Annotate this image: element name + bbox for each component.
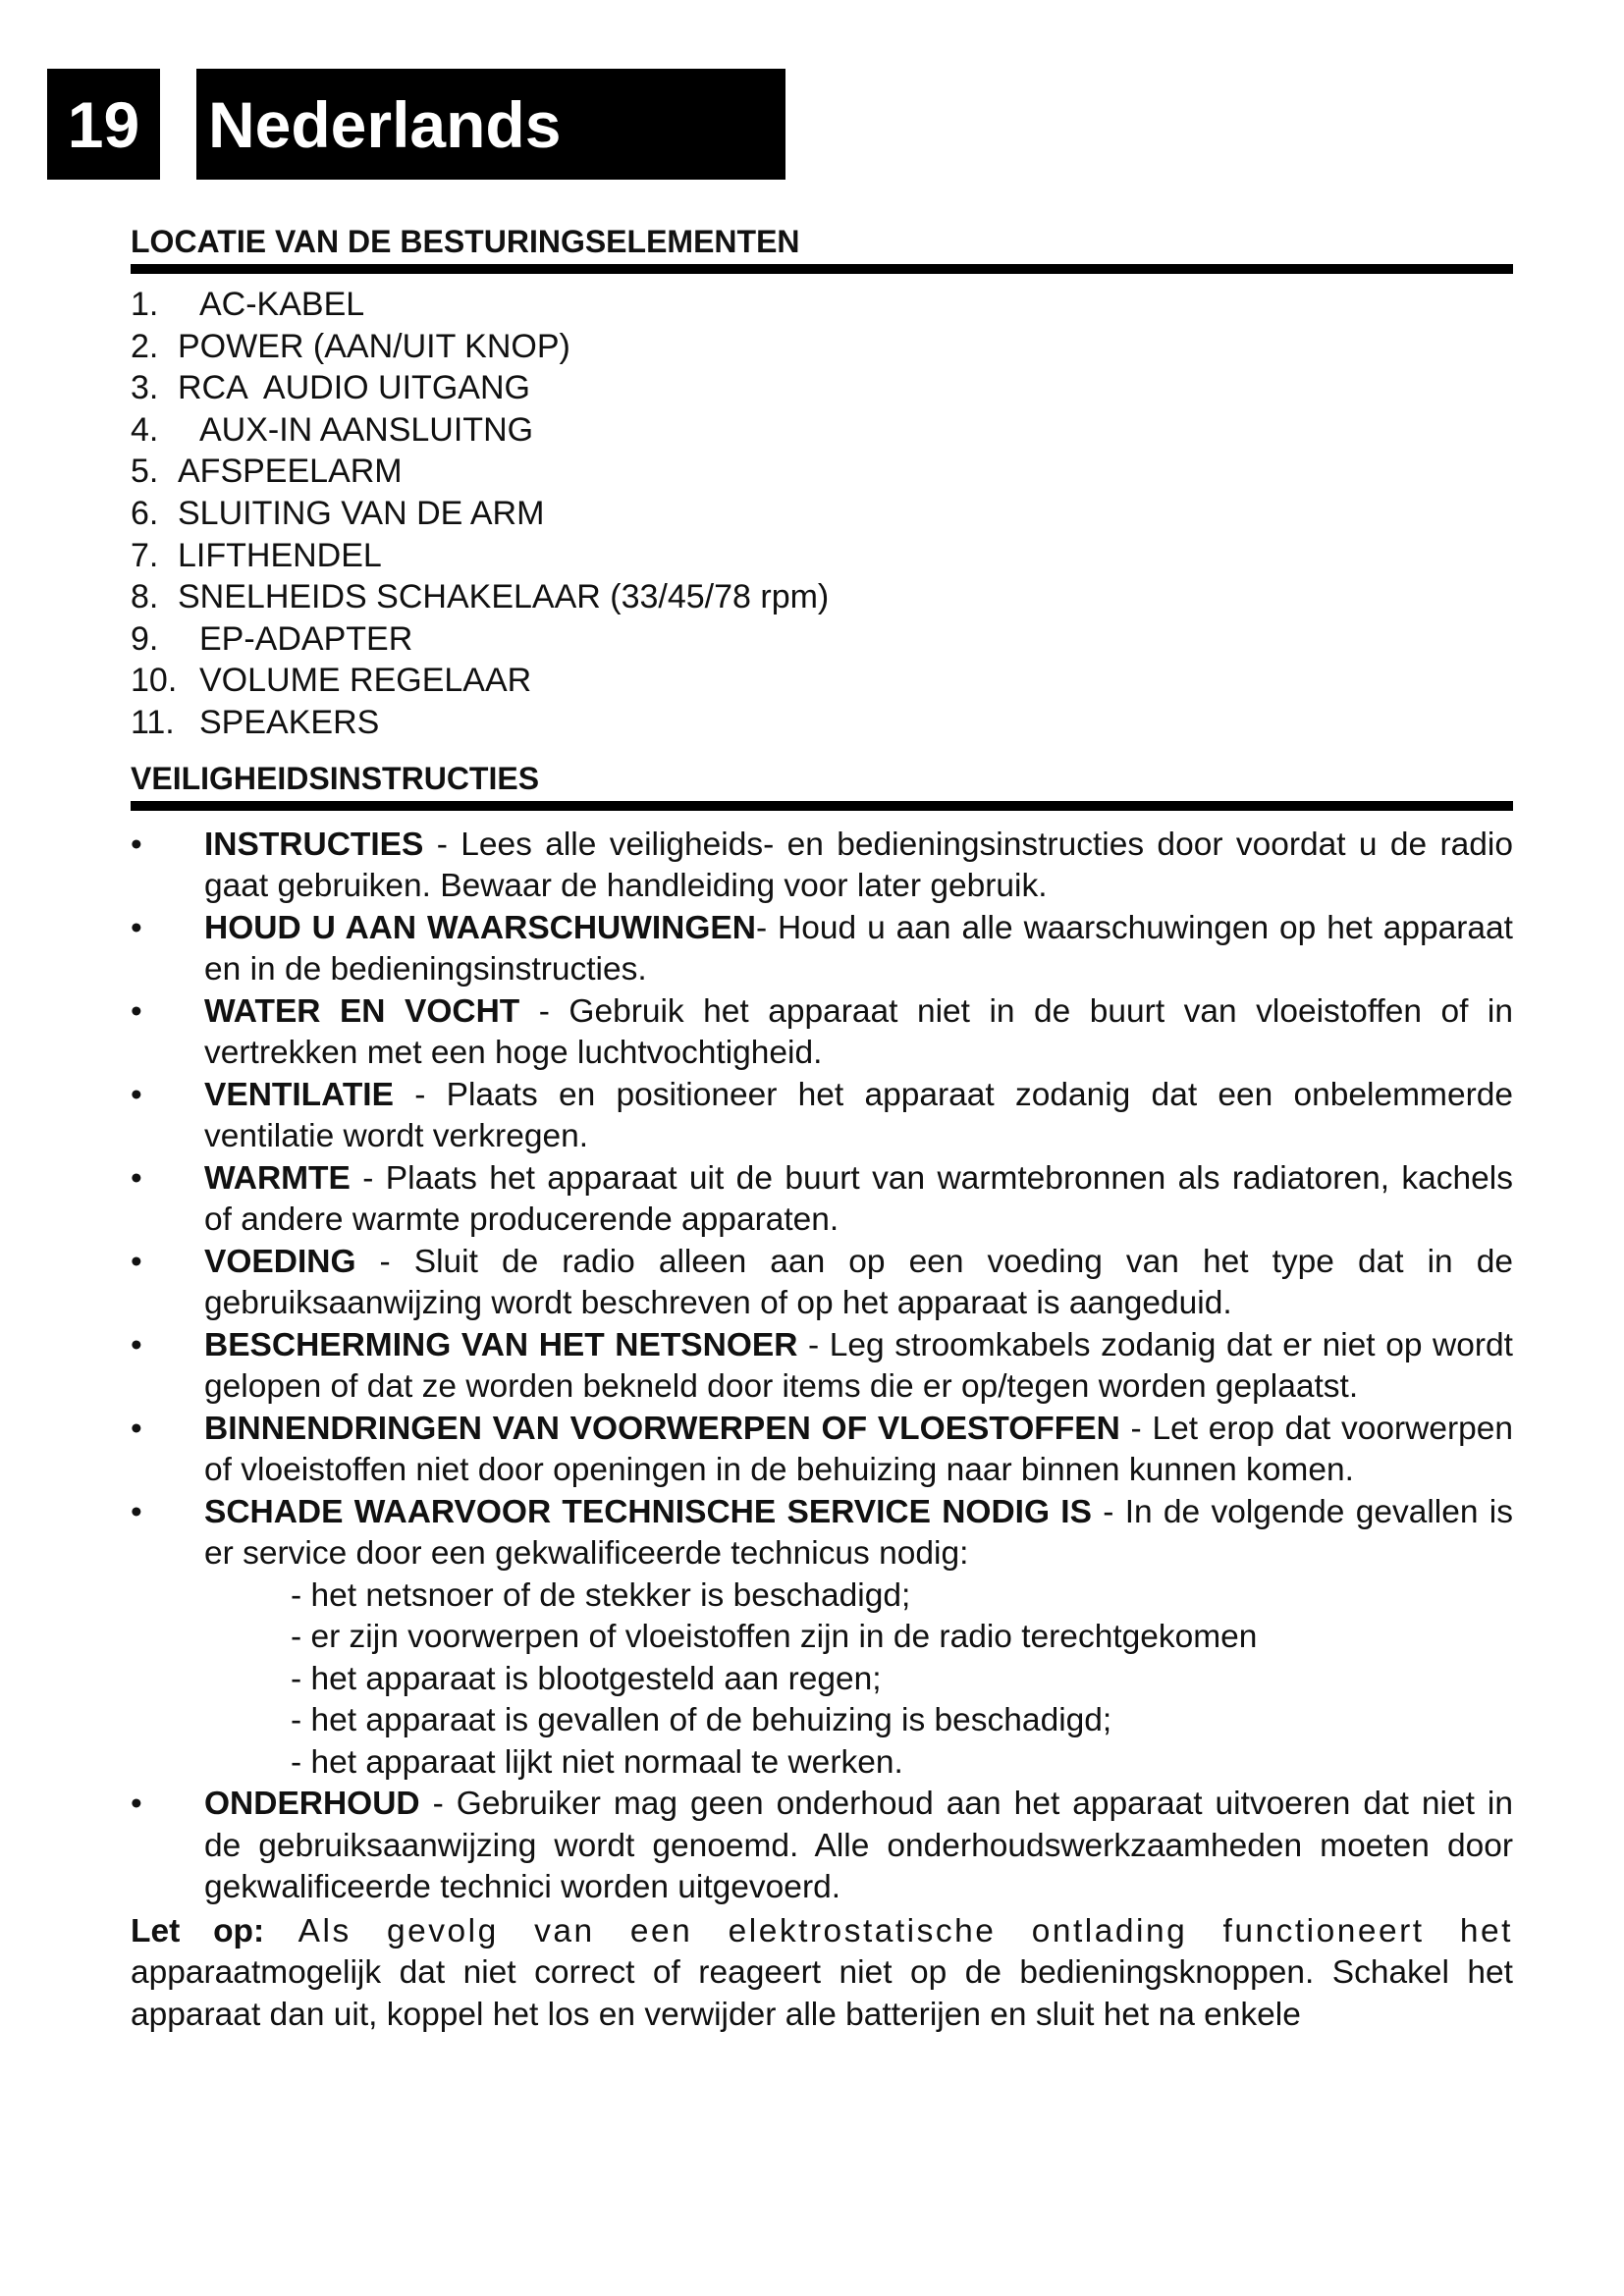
- bullet-icon: •: [131, 1326, 142, 1363]
- list-item: [131, 1158, 1513, 1242]
- bullet-icon: •: [131, 1159, 142, 1197]
- safety-heading: VEILIGHEIDSINSTRUCTIES: [131, 758, 1513, 811]
- bullet-icon: •: [131, 1243, 142, 1280]
- item-term: WATER EN VOCHT: [204, 992, 520, 1030]
- bullet-icon: •: [131, 1786, 142, 1823]
- list-item: - er zijn voorwerpen of vloeistoffen zijn in de radio terechtgekomen: [291, 1619, 1258, 1656]
- list-item: [131, 326, 1513, 368]
- list-item: [131, 825, 1513, 908]
- item-term: SCHADE WAARVOOR TECHNISCHE SERVICE NODIG IS: [204, 1493, 1092, 1530]
- item-label: EP-ADAPTER: [199, 619, 413, 658]
- item-text: - Leg stroomkabels zodanig dat er niet op wordt gelopen of dat ze worden bekneld door items die er op/tegen worden geplaatst.: [204, 1326, 1513, 1406]
- item-number: 7.: [131, 536, 159, 574]
- note-text: apparaatmogelijk dat niet correct of reageert niet op de bedieningsknoppen. Schakel het apparaat dan uit, koppel het los en verwijder alle batterijen en sluit het na enkele: [131, 1954, 1513, 2033]
- bullet-icon: •: [131, 992, 142, 1030]
- list-item: [131, 1242, 1513, 1325]
- item-text: - In de volgende gevallen is er service door een gekwalificeerde technicus nodig:: [204, 1493, 1513, 1573]
- note-lead: Als gevolg van een elektrostatische ontlading functioneert het: [264, 1912, 1513, 1949]
- list-item: - het apparaat lijkt niet normaal te werken.: [291, 1743, 903, 1781]
- item-term: ONDERHOUD: [204, 1786, 420, 1823]
- item-label: AC-KABEL: [199, 286, 365, 323]
- list-item: [131, 284, 1513, 326]
- item-text: - Gebruiker mag geen onderhoud aan het apparaat uitvoeren dat niet in de gebruiksaanwijzing wordt genoemd. Alle onderhoudswerkzaamheden moeten door gekwalificeerde technici worden uitgevoerd.: [204, 1786, 1513, 1906]
- item-text: - Lees alle veiligheids- en bedieningsinstructies door voordat u de radio gaat gebruiken. Bewaar de handleiding voor later gebruik.: [204, 826, 1513, 905]
- list-item: [131, 409, 1513, 452]
- item-number: 1.: [131, 286, 159, 323]
- item-number: 11.: [131, 703, 175, 741]
- item-term: BESCHERMING VAN HET NETSNOER: [204, 1326, 798, 1363]
- item-term: VENTILATIE: [204, 1076, 394, 1113]
- list-item: - het apparaat is blootgesteld aan regen;: [291, 1660, 882, 1697]
- item-text: - Sluit de radio alleen aan op een voeding van het type dat in de gebruiksaanwijzing wordt beschreven of op het apparaat is aangeduid.: [204, 1243, 1513, 1322]
- item-text: - Gebruik het apparaat niet in de buurt van vloeistoffen of in vertrekken met een hoge luchtvochtigheid.: [204, 992, 1513, 1072]
- list-item: [131, 908, 1513, 991]
- item-number: 5.: [131, 453, 159, 491]
- bullet-icon: •: [131, 1410, 142, 1447]
- item-label: RCA AUDIO UITGANG: [178, 369, 530, 407]
- language-title: Nederlands: [196, 69, 785, 180]
- list-item: - het netsnoer of de stekker is beschadigd;: [291, 1576, 911, 1614]
- list-item: [131, 1492, 1513, 1785]
- list-item: - het apparaat is gevallen of de behuizing is beschadigd;: [291, 1702, 1112, 1739]
- item-number: 6.: [131, 494, 159, 532]
- safety-list: [131, 825, 1513, 1909]
- item-term: WARMTE: [204, 1159, 351, 1197]
- list-item: [131, 535, 1513, 577]
- list-item: [131, 1075, 1513, 1158]
- item-label: SPEAKERS: [199, 703, 380, 741]
- item-label: SNELHEIDS SCHAKELAAR (33/45/78 rpm): [178, 578, 830, 616]
- item-number: 8.: [131, 578, 159, 616]
- item-text: - Let erop dat voorwerpen of vloeistoffen niet door openingen in de behuizing naar binnen kunnen komen.: [204, 1410, 1513, 1489]
- document-body: [131, 221, 1513, 2036]
- list-item: [131, 493, 1513, 535]
- item-label: LIFTHENDEL: [178, 536, 382, 574]
- item-label: AFSPEELARM: [178, 453, 403, 491]
- bullet-icon: •: [131, 826, 142, 863]
- item-number: 2.: [131, 327, 159, 365]
- service-cases-list: [204, 1575, 1513, 1785]
- item-label: SLUITING VAN DE ARM: [178, 494, 545, 532]
- list-item: [131, 1784, 1513, 1909]
- bullet-icon: •: [131, 909, 142, 946]
- note-label: Let op:: [131, 1912, 265, 1949]
- item-number: 9.: [131, 619, 159, 658]
- item-number: 4.: [131, 410, 159, 449]
- controls-list: [131, 284, 1513, 744]
- item-term: HOUD U AAN WAARSCHUWINGEN: [204, 909, 756, 946]
- note-paragraph: [131, 1911, 1513, 2037]
- item-label: POWER (AAN/UIT KNOP): [178, 327, 570, 365]
- list-item: [131, 1409, 1513, 1492]
- item-text: - Plaats het apparaat uit de buurt van warmtebronnen als radiatoren, kachels of andere warmte producerende apparaten.: [204, 1159, 1513, 1239]
- item-text: - Plaats en positioneer het apparaat zodanig dat een onbelemmerde ventilatie wordt verkregen.: [204, 1076, 1513, 1155]
- bullet-icon: •: [131, 1493, 142, 1530]
- item-number: 10.: [131, 662, 178, 700]
- controls-heading: LOCATIE VAN DE BESTURINGSELEMENTEN: [131, 221, 1513, 274]
- list-item: [131, 702, 1513, 744]
- item-label: VOLUME REGELAAR: [199, 662, 532, 700]
- list-item: [131, 451, 1513, 493]
- item-term: VOEDING: [204, 1243, 356, 1280]
- list-item: [131, 576, 1513, 618]
- item-text: - Houd u aan alle waarschuwingen op het apparaat en in de bedieningsinstructies.: [204, 909, 1513, 988]
- item-number: 3.: [131, 369, 159, 407]
- item-term: BINNENDRINGEN VAN VOORWERPEN OF VLOESTOFFEN: [204, 1410, 1120, 1447]
- page-number: 19: [47, 69, 160, 180]
- item-label: AUX-IN AANSLUITNG: [199, 410, 534, 449]
- list-item: [131, 991, 1513, 1075]
- list-item: [131, 660, 1513, 702]
- bullet-icon: •: [131, 1076, 142, 1113]
- list-item: [131, 618, 1513, 661]
- list-item: [131, 1325, 1513, 1409]
- list-item: [131, 367, 1513, 409]
- item-term: INSTRUCTIES: [204, 826, 424, 863]
